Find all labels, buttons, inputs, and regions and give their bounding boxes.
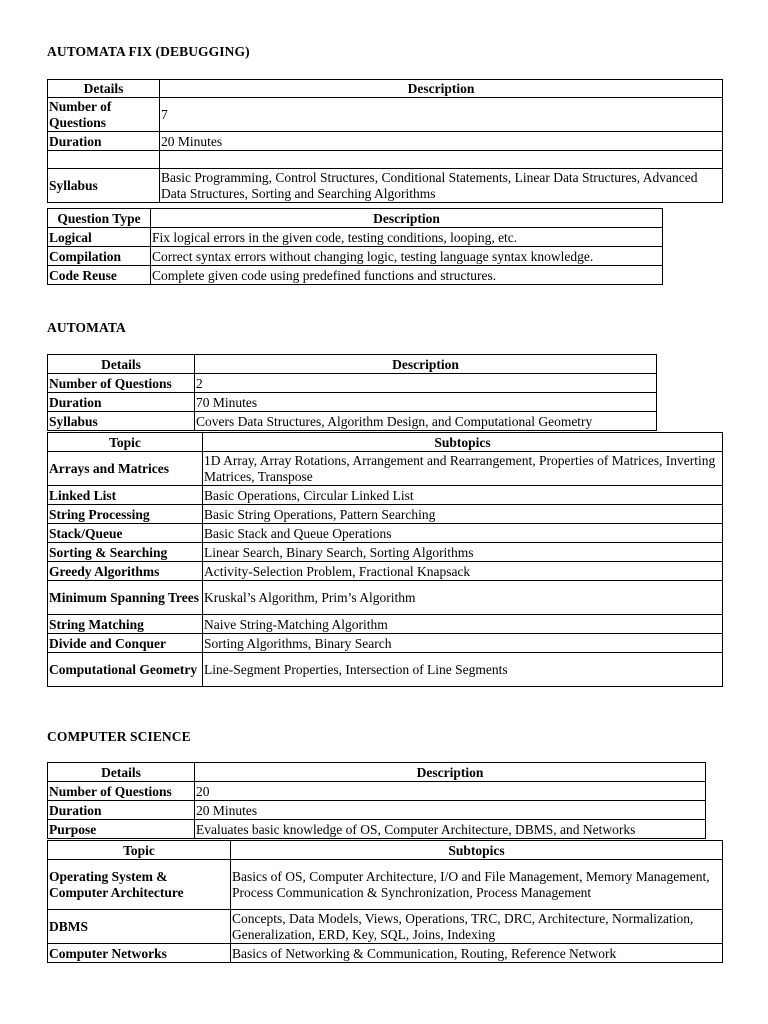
row-value-duration: 20 Minutes [160,132,723,151]
subtopics-stack-queue: Basic Stack and Queue Operations [203,524,723,543]
automata-fix-details-table [47,79,723,203]
row-label-duration: Duration [48,132,160,151]
subtopics-sorting-searching: Linear Search, Binary Search, Sorting Algorithms [203,543,723,562]
section-title-computer-science: COMPUTER SCIENCE [47,729,191,744]
column-header-description: Description [195,355,657,374]
row-label-purpose: Purpose [48,820,195,839]
subtopics-computational-geometry: Line-Segment Properties, Intersection of Line Segments [203,653,723,687]
topic-stack-queue: Stack/Queue [48,524,203,543]
subtopics-string-processing: Basic String Operations, Pattern Searching [203,505,723,524]
topic-divide-and-conquer: Divide and Conquer [48,634,203,653]
topic-computational-geometry: Computational Geometry [48,653,203,687]
row-value-number-of-questions: 2 [195,374,657,393]
column-header-topic: Topic [48,841,231,860]
topic-operating-system-computer-architecture: Operating System & Computer Architecture [48,860,231,910]
automata-details-table [47,354,657,431]
column-header-topic: Topic [48,433,203,452]
column-header-description: Description [151,209,663,228]
topic-linked-list: Linked List [48,486,203,505]
row-label-compilation: Compilation [48,247,151,266]
automata-topics-table [47,432,723,687]
column-header-details: Details [48,355,195,374]
topic-string-matching: String Matching [48,615,203,634]
row-label-syllabus: Syllabus [48,169,160,203]
row-value-empty [160,151,723,169]
row-value-purpose: Evaluates basic knowledge of OS, Computer Architecture, DBMS, and Networks [195,820,706,839]
topic-sorting-searching: Sorting & Searching [48,543,203,562]
topic-minimum-spanning-trees: Minimum Spanning Trees [48,581,203,615]
subtopics-dbms: Concepts, Data Models, Views, Operations, TRC, DRC, Architecture, Normalization, Generalization, ERD, Key, SQL, Joins, Indexing [231,910,723,944]
topic-string-processing: String Processing [48,505,203,524]
column-header-details: Details [48,763,195,782]
row-label-empty [48,151,160,169]
column-header-question-type: Question Type [48,209,151,228]
row-value-number-of-questions: 20 [195,782,706,801]
row-label-number-of-questions: Number of Questions [48,374,195,393]
topic-dbms: DBMS [48,910,231,944]
section-title-automata-fix: AUTOMATA FIX (DEBUGGING) [47,44,250,59]
automata-fix-question-types-table [47,208,663,285]
column-header-details: Details [48,80,160,98]
topic-computer-networks: Computer Networks [48,944,231,963]
row-label-duration: Duration [48,801,195,820]
row-label-duration: Duration [48,393,195,412]
subtopics-string-matching: Naive String-Matching Algorithm [203,615,723,634]
column-header-subtopics: Subtopics [231,841,723,860]
column-header-description: Description [160,80,723,98]
row-value-syllabus: Covers Data Structures, Algorithm Design, and Computational Geometry [195,412,657,431]
subtopics-arrays-and-matrices: 1D Array, Array Rotations, Arrangement and Rearrangement, Properties of Matrices, Inverting Matrices, Transpose [203,452,723,486]
row-label-number-of-questions: Number of Questions [48,782,195,801]
subtopics-minimum-spanning-trees: Kruskal’s Algorithm, Prim’s Algorithm [203,581,723,615]
column-header-subtopics: Subtopics [203,433,723,452]
row-label-number-of-questions: Number of Questions [48,98,160,132]
row-label-logical: Logical [48,228,151,247]
computer-science-topics-table [47,840,723,963]
topic-greedy-algorithms: Greedy Algorithms [48,562,203,581]
subtopics-linked-list: Basic Operations, Circular Linked List [203,486,723,505]
subtopics-greedy-algorithms: Activity-Selection Problem, Fractional Knapsack [203,562,723,581]
row-value-duration: 70 Minutes [195,393,657,412]
subtopics-divide-and-conquer: Sorting Algorithms, Binary Search [203,634,723,653]
row-value-number-of-questions: 7 [160,98,723,132]
row-label-syllabus: Syllabus [48,412,195,431]
row-value-syllabus: Basic Programming, Control Structures, Conditional Statements, Linear Data Structures, Advanced Data Structures, Sorting and Searching Algorithms [160,169,723,203]
row-value-duration: 20 Minutes [195,801,706,820]
row-value-logical: Fix logical errors in the given code, testing conditions, looping, etc. [151,228,663,247]
topic-arrays-and-matrices: Arrays and Matrices [48,452,203,486]
row-value-code-reuse: Complete given code using predefined functions and structures. [151,266,663,285]
row-value-compilation: Correct syntax errors without changing logic, testing language syntax knowledge. [151,247,663,266]
subtopics-operating-system-computer-architecture: Basics of OS, Computer Architecture, I/O and File Management, Memory Management, Process Communication & Synchronization, Process Management [231,860,723,910]
section-title-automata: AUTOMATA [47,320,126,335]
column-header-description: Description [195,763,706,782]
computer-science-details-table [47,762,706,839]
row-label-code-reuse: Code Reuse [48,266,151,285]
subtopics-computer-networks: Basics of Networking & Communication, Routing, Reference Network [231,944,723,963]
